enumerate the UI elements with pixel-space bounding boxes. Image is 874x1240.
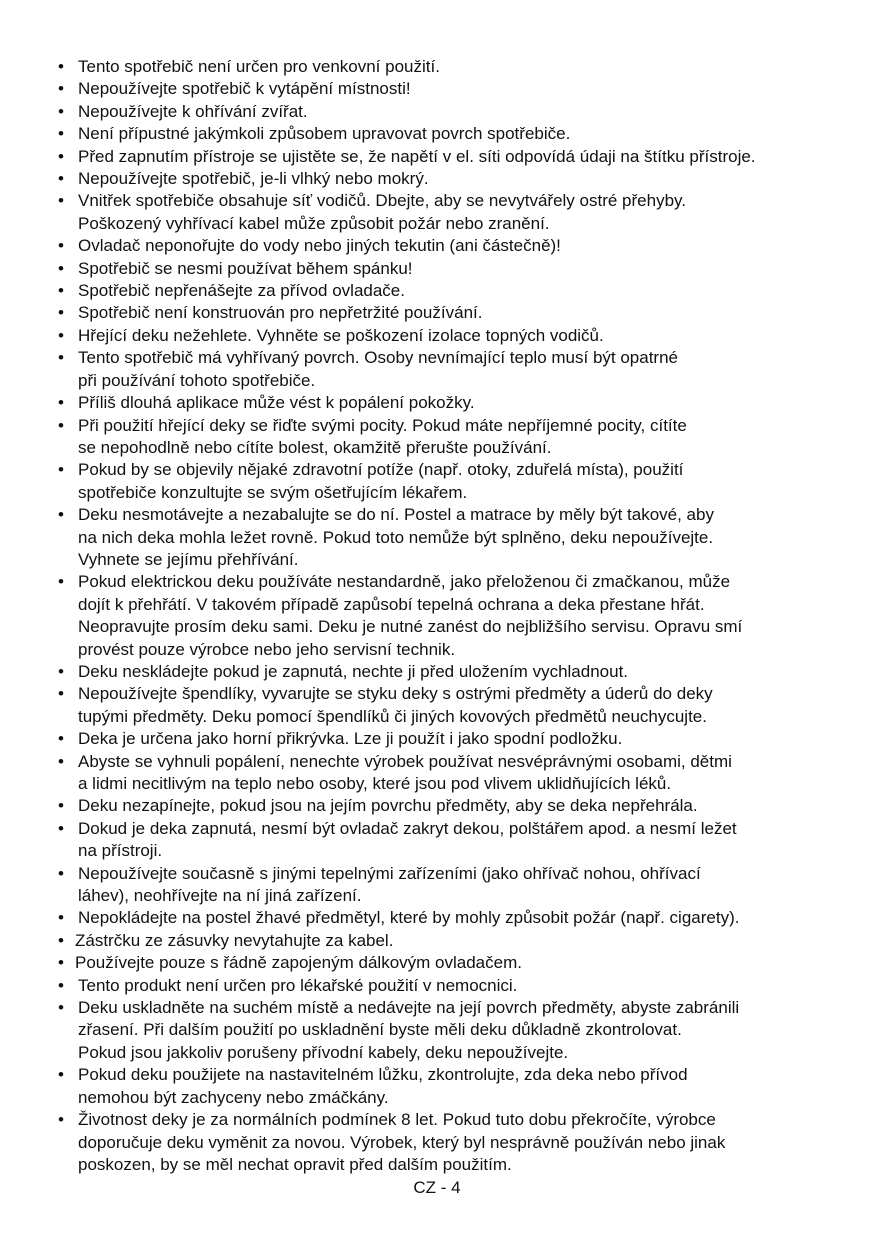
- list-item-text: Nepoužívejte špendlíky, vyvarujte se styku deky s ostrými předměty a úderů do deky tupými předměty. Deku pomocí špendlíků či jiných kovových předmětů neuchycujte.: [78, 684, 713, 726]
- list-item: [56, 56, 816, 78]
- bullet-marker: •: [58, 303, 64, 323]
- list-item-text: Tento spotřebič není určen pro venkovní použití.: [78, 57, 440, 76]
- list-item-text: Pokud elektrickou deku používáte nestandardně, jako přeloženou či zmačkanou, může dojít k přehřátí. V takovém případě zapůsobí tepelná ochrana a deka přestane hřát. Neopravujte prosím deku sami. Deku je nutné zanést do nejbližšího servisu. Opravu smí provést pouze výrobce nebo jeho servisní technik.: [78, 572, 743, 659]
- list-item: [56, 168, 816, 190]
- list-item: [56, 1064, 816, 1109]
- list-item-text: Spotřebič není konstruován pro nepřetržité používání.: [78, 303, 483, 323]
- page-number: CZ - 4: [413, 1178, 461, 1197]
- list-item: [56, 347, 816, 392]
- list-item-text: Tento spotřebič má vyhřívaný povrch. Osoby nevnímající teplo musí být opatrné při používání tohoto spotřebiče.: [78, 348, 679, 390]
- list-item: [56, 1109, 816, 1176]
- list-item: [56, 459, 816, 504]
- list-item-text: Abyste se vyhnuli popálení, nenechte výrobek používat nesvéprávnými osobami, dětmi a lidmi necitlivým na teplo nebo osoby, které jsou pod vlivem uklidňujících léků.: [78, 751, 732, 793]
- list-item-text: Deku uskladněte na suchém místě a nedávejte na její povrch předměty, abyste zabránili zřasení. Při dalším použití po uskladnění byste měli deku důkladně zkontrolovat. Pokud jsou jakkoliv porušeny přívodní kabely, deku nepoužívejte.: [78, 998, 740, 1062]
- list-item: [56, 78, 816, 100]
- list-item-text: Nepokládejte na postel žhavé předmětyl, které by mohly způsobit požár (např. cigarety).: [78, 908, 740, 928]
- bullet-marker: •: [58, 79, 64, 99]
- list-item-text: Při použití hřející deky se řiďte svými pocity. Pokud máte nepříjemné pocity, cítíte se nepohodlně nebo cítíte bolest, okamžitě přerušte používání.: [78, 415, 687, 457]
- list-item-text: Nepoužívejte spotřebič k vytápění místnosti!: [78, 79, 411, 99]
- list-item: [56, 661, 816, 683]
- list-item-text: Nepoužívejte k ohřívání zvířat.: [78, 101, 308, 121]
- list-item: [56, 101, 816, 123]
- bullet-marker: •: [58, 930, 64, 950]
- list-item: [56, 302, 816, 324]
- list-item: [56, 997, 816, 1064]
- list-item: [56, 571, 816, 661]
- bullet-marker: •: [58, 415, 64, 435]
- list-item: [56, 952, 816, 974]
- list-item-text: Tento produkt není určen pro lékařské použití v nemocnici.: [78, 975, 518, 995]
- list-item: [56, 683, 816, 728]
- list-item: [56, 504, 816, 571]
- list-item-text: Životnost deky je za normálních podmínek 8 let. Pokud tuto dobu překročíte, výrobce doporučuje deku vyměnit za novou. Výrobek, který byl nesprávně používán nebo jinak poskozen, by se měl nechat opravit před dalším použitím.: [78, 1110, 726, 1174]
- list-item-text: Používejte pouze s řádně zapojeným dálkovým ovladačem.: [75, 953, 522, 973]
- bullet-marker: •: [58, 57, 64, 76]
- list-item-text: Ovladač neponořujte do vody nebo jiných tekutin (ani částečně)!: [78, 236, 561, 256]
- safety-instructions-list: [56, 56, 816, 1176]
- bullet-marker: •: [58, 124, 64, 144]
- list-item: [56, 146, 816, 168]
- list-item-text: Deku neskládejte pokud je zapnutá, nechte ji před uložením vychladnout.: [78, 661, 629, 681]
- list-item-text: Hřející deku nežehlete. Vyhněte se poškození izolace topných vodičů.: [78, 325, 604, 345]
- list-item: [56, 123, 816, 145]
- list-item-text: Deku nezapínejte, pokud jsou na jejím povrchu předměty, aby se deka nepřehrála.: [78, 796, 698, 816]
- bullet-marker: •: [58, 684, 64, 704]
- bullet-marker: •: [58, 236, 64, 256]
- list-item: [56, 415, 816, 460]
- bullet-marker: •: [58, 191, 64, 211]
- list-item-text: Dokud je deka zapnutá, nesmí být ovladač zakryt dekou, polštářem apod. a nesmí ležet na přístroji.: [78, 818, 737, 861]
- list-item: [56, 325, 816, 347]
- bullet-marker: •: [58, 661, 64, 681]
- bullet-marker: •: [58, 572, 64, 592]
- list-item-text: Pokud by se objevily nějaké zdravotní potíže (např. otoky, zduřelá místa), použití spotřebiče konzultujte se svým ošetřujícím lékařem.: [78, 460, 684, 502]
- bullet-marker: •: [58, 818, 64, 838]
- bullet-marker: •: [58, 101, 64, 121]
- list-item: [56, 392, 816, 414]
- list-item: [56, 907, 816, 929]
- list-item-text: Spotřebič se nesmi používat během spánku!: [78, 258, 413, 278]
- list-item: [56, 280, 816, 302]
- list-item-text: Nepoužívejte současně s jinými tepelnými zařízeními (jako ohřívač nohou, ohřívací láhev), neohřívejte na ní jiná zařízení.: [78, 863, 701, 906]
- list-item-text: Nepoužívejte spotřebič, je-li vlhký nebo mokrý.: [78, 169, 429, 189]
- list-item: [56, 930, 816, 952]
- list-item-text: Vnitřek spotřebiče obsahuje síť vodičů. Dbejte, aby se nevytvářely ostré přehyby. Poškozený vyhřívací kabel může způsobit požár nebo zranění.: [78, 191, 686, 233]
- bullet-marker: •: [58, 169, 64, 189]
- bullet-marker: •: [58, 908, 64, 928]
- list-item-text: Příliš dlouhá aplikace může vést k popálení pokožky.: [78, 393, 475, 413]
- list-item: [56, 728, 816, 750]
- list-item-text: Není přípustné jakýmkoli způsobem upravovat povrch spotřebiče.: [78, 124, 571, 144]
- bullet-marker: •: [58, 393, 64, 413]
- bullet-marker: •: [58, 998, 64, 1018]
- bullet-marker: •: [58, 953, 64, 973]
- list-item: [56, 258, 816, 280]
- list-item-text: Zástrčku ze zásuvky nevytahujte za kabel.: [75, 930, 394, 950]
- list-item-text: Spotřebič nepřenášejte za přívod ovladače.: [78, 281, 405, 301]
- bullet-marker: •: [58, 348, 64, 368]
- list-item-text: Deku nesmotávejte a nezabalujte se do ní. Postel a matrace by měly být takové, aby na nich deka mohla ležet rovně. Pokud toto nemůže být splněno, deku nepoužívejte. Vyhnete se jejímu přehřívání.: [78, 505, 714, 569]
- bullet-marker: •: [58, 505, 64, 525]
- list-item: [56, 795, 816, 817]
- list-item: [56, 235, 816, 257]
- bullet-marker: •: [58, 281, 64, 301]
- bullet-marker: •: [58, 796, 64, 816]
- bullet-marker: •: [58, 325, 64, 345]
- list-item: [56, 751, 816, 796]
- list-item: [56, 863, 816, 908]
- list-item-text: Deka je určena jako horní přikrývka. Lze ji použít i jako spodní podložku.: [78, 729, 623, 749]
- bullet-marker: •: [58, 1065, 64, 1085]
- bullet-marker: •: [58, 1110, 64, 1130]
- bullet-marker: •: [58, 729, 64, 749]
- list-item-text: Před zapnutím přístroje se ujistěte se, že napětí v el. síti odpovídá údaji na štítku přístroje.: [78, 146, 756, 166]
- bullet-marker: •: [58, 751, 64, 771]
- list-item: [56, 975, 816, 997]
- bullet-marker: •: [58, 975, 64, 995]
- list-item: [56, 818, 816, 863]
- bullet-marker: •: [58, 863, 64, 883]
- bullet-marker: •: [58, 460, 64, 480]
- list-item: [56, 190, 816, 235]
- list-item-text: Pokud deku použijete na nastavitelném lůžku, zkontrolujte, zda deka nebo přívod nemohou být zachyceny nebo zmáčkány.: [78, 1065, 688, 1107]
- bullet-marker: •: [58, 146, 64, 166]
- bullet-marker: •: [58, 258, 64, 278]
